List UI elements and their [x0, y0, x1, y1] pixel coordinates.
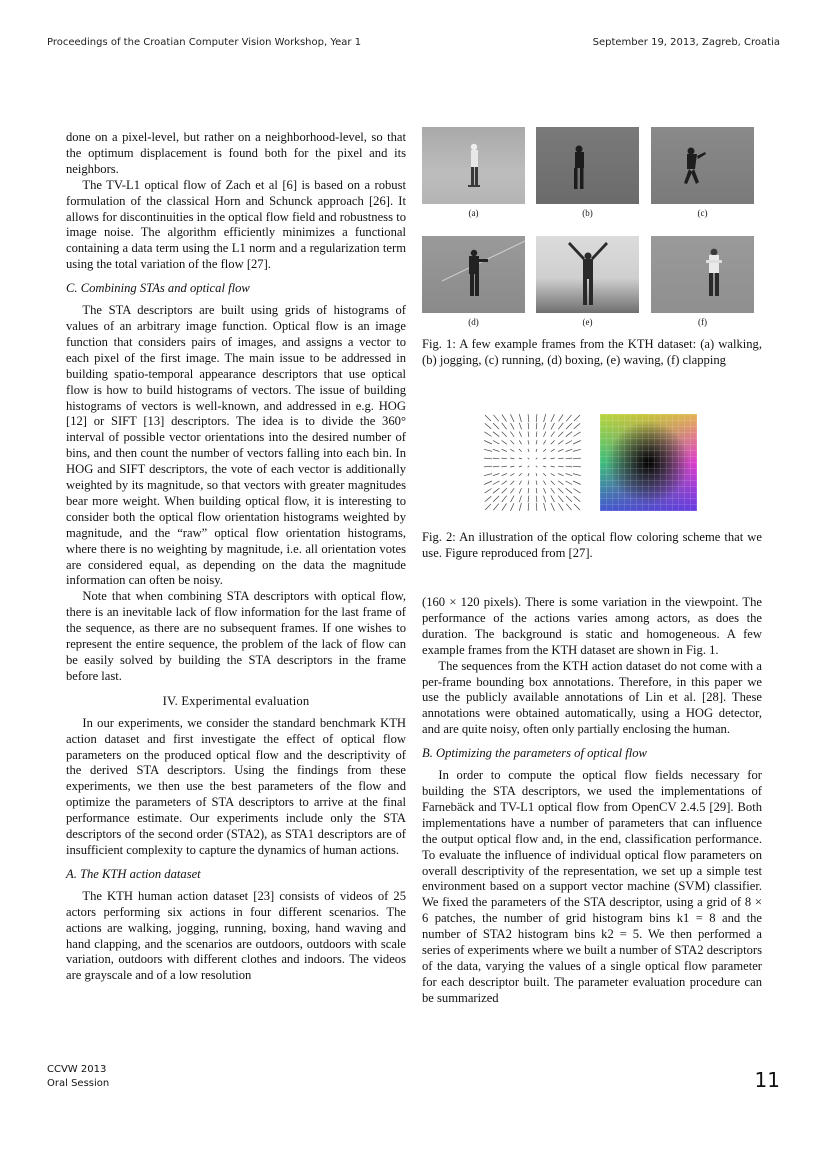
flow-vector	[519, 466, 522, 467]
flow-vector	[543, 458, 546, 459]
flow-vector	[536, 449, 537, 452]
flow-vector	[519, 440, 521, 444]
flow-vector	[573, 441, 581, 445]
flow-vector	[536, 481, 537, 485]
kth-frame-running	[651, 127, 754, 204]
paragraph: done on a pixel-level, but rather on a neighborhood-level, so that the optimum displacement is found both for the pixel and its neighbors.	[66, 130, 406, 176]
flow-vector	[502, 488, 507, 493]
flow-vector	[544, 488, 546, 493]
flow-vector	[528, 414, 529, 422]
flow-vector	[519, 496, 521, 503]
flow-vector	[558, 432, 563, 437]
flow-vector	[574, 423, 581, 428]
flow-vector	[484, 458, 492, 459]
flow-vector	[543, 473, 546, 476]
kth-frame-waving	[536, 236, 639, 313]
flow-vector	[566, 441, 573, 445]
flow-vector	[484, 466, 492, 467]
flow-vector	[558, 423, 563, 429]
flow-vector	[551, 432, 555, 437]
flow-vector	[493, 488, 499, 493]
flow-vector	[566, 481, 573, 485]
subsection-heading: C. Combining STAs and optical flow	[66, 281, 250, 296]
flow-vector	[528, 449, 529, 452]
figure-label: (e)	[582, 317, 593, 327]
flow-vector	[558, 496, 563, 502]
flow-vector	[484, 441, 492, 445]
flow-vector	[502, 423, 507, 429]
section-heading: IV. Experimental evaluation	[162, 693, 310, 708]
flow-vector	[536, 488, 537, 493]
flow-vector	[558, 458, 563, 459]
flow-vector	[511, 496, 515, 503]
flow-vector	[519, 423, 521, 430]
flow-vector	[573, 466, 581, 467]
flow-vector	[543, 449, 546, 452]
flow-vector	[502, 415, 507, 422]
figure-2-caption: Fig. 2: An illustration of the optical flow coloring scheme that we use. Figure reproduced from [27].	[422, 530, 762, 560]
figure-label: (c)	[697, 208, 708, 218]
paragraph: Note that when combining STA descriptors with optical flow, there is an inevitable lack of flow information for the last frame of the sequence, as there are no subsequent frames. If one wishes to represent the entire sequence, the problem of the lack of flow can be easily solved by building the STA descriptors in the frame before last.	[66, 589, 406, 683]
flow-vector	[551, 496, 555, 503]
flow-vector	[485, 489, 492, 494]
flow-vector	[510, 488, 514, 493]
paragraph: The TV-L1 optical flow of Zach et al [6] is based on a robust formulation of the classical Horn and Schunck approach [26]. It allows for discontinuities in the optical flow field and robustness to image noise. The algorithm efficiently minimizes a functional containing a data term using the L1 norm and a regularization term using the total variation of the flow [27].	[66, 177, 406, 272]
flow-vector	[485, 504, 491, 510]
flow-vector	[573, 489, 580, 494]
flow-vector	[510, 473, 514, 475]
flow-vector	[502, 449, 507, 451]
flow-vector	[519, 488, 521, 493]
flow-vector	[485, 432, 492, 437]
flow-vector	[493, 474, 500, 476]
flow-color-wheel	[600, 414, 697, 511]
flow-vector	[485, 415, 491, 421]
flow-vector	[543, 466, 546, 467]
flow-vector	[558, 488, 563, 493]
flow-vector	[510, 466, 514, 467]
kth-frame-jogging	[536, 127, 639, 204]
left-column	[66, 130, 406, 984]
flow-vector	[485, 423, 492, 428]
flow-vector	[528, 466, 530, 468]
flow-vector	[511, 414, 515, 422]
flow-vector	[566, 504, 571, 511]
paragraph: (160 × 120 pixels). There is some variation in the viewpoint. The performance of the actions varies among actors, as does the duration. The background is static and homogeneous. A few example frames from the KTH dataset are shown in Fig. 1.	[422, 595, 762, 657]
paragraph: In our experiments, we consider the standard benchmark KTH action dataset and first investigate the effect of optical flow parameters on the produced optical flow and the descriptivity of the derived STA descriptors. Using the findings from these experiments, we then use the best parameters of the flow and optimize the parameters of STA descriptors to arrive at the final performance estimate. Our experiments include only the STA descriptors of the second order (STA2), as STA1 descriptors are of insufficient complexity to capture the dynamics of human actions.	[66, 715, 406, 857]
flow-vector	[510, 449, 514, 451]
flow-vector	[493, 415, 498, 422]
flow-vector	[544, 414, 546, 422]
flow-vector	[544, 503, 546, 511]
flow-vector	[502, 496, 507, 502]
flow-vector	[502, 503, 507, 510]
flow-vector	[566, 474, 573, 476]
flow-vector	[493, 423, 499, 429]
flow-vector	[493, 504, 498, 511]
flow-vector	[528, 432, 529, 437]
flow-vector	[566, 458, 573, 459]
flow-vector	[573, 449, 581, 451]
flow-vector	[573, 432, 580, 437]
right-column	[422, 595, 762, 1007]
flow-vector	[493, 496, 499, 502]
page-number: 11	[754, 1068, 780, 1092]
flow-vector	[551, 481, 555, 485]
flow-vector	[485, 496, 492, 501]
flow-vector	[559, 503, 564, 510]
flow-vector	[536, 414, 537, 422]
flow-vector	[536, 473, 537, 476]
flow-vector	[510, 458, 514, 459]
flow-vector	[502, 481, 507, 485]
paragraph: The sequences from the KTH action dataset do not come with a per-frame bounding box annotations. Therefore, in this paper we use the publicly available annotations of Lin et al. [28]. These annotations were obtained automatically, using a HOG detector, and are quite noisy, often only partially enclosing the human.	[422, 658, 762, 737]
flow-vector	[551, 458, 555, 459]
flow-vector	[519, 458, 522, 459]
flow-vector	[519, 432, 521, 437]
flow-vector	[566, 496, 572, 502]
footer-session: Oral Session	[47, 1078, 110, 1089]
flow-vector	[528, 473, 529, 476]
running-header-left: Proceedings of the Croatian Computer Vision Workshop, Year 1	[47, 37, 362, 48]
flow-vector	[528, 440, 529, 444]
flow-vector	[493, 481, 500, 485]
flow-vector	[574, 504, 580, 510]
flow-vector	[551, 414, 555, 422]
flow-vector	[574, 496, 581, 501]
flow-vector	[502, 474, 507, 476]
flow-vector	[510, 432, 514, 437]
flow-vector	[558, 474, 563, 476]
flow-vector	[528, 458, 530, 460]
flow-vector	[566, 423, 572, 429]
flow-vector	[510, 481, 514, 485]
flow-vector	[528, 496, 529, 503]
flow-vector	[528, 488, 529, 493]
flow-vector	[536, 458, 538, 460]
kth-frame-walking	[422, 127, 525, 204]
flow-vector	[559, 415, 564, 422]
flow-vector	[493, 466, 500, 467]
flow-vector	[493, 458, 500, 459]
flow-vector	[551, 488, 555, 493]
flow-vector	[484, 474, 492, 476]
flow-vector	[573, 458, 581, 459]
flow-vector	[502, 432, 507, 437]
flow-vector	[574, 415, 580, 421]
flow-vector	[551, 440, 555, 444]
flow-vector-field	[484, 414, 581, 511]
flow-vector	[511, 423, 515, 430]
flow-vector	[484, 449, 492, 451]
footer-venue: CCVW 2013	[47, 1064, 107, 1075]
flow-vector	[551, 466, 555, 467]
figure-label: (f)	[698, 317, 707, 327]
flow-vector	[528, 481, 529, 485]
flow-vector	[510, 440, 514, 444]
paragraph: In order to compute the optical flow fields necessary for building the STA descriptors, we used the implementations of Farnebäck and TV-L1 optical flow from OpenCV 2.4.5 [29]. Both implementations have a number of parameters that can influence the output optical flow and, in the end, classification performance. To evaluate the influence of individual optical flow parameters on overall descriptivity of the representation, we set up a simple test environment based on a support vector machine (SVM) classifier. We fixed the parameters of the STA descriptor, using a grid of 8 × 6 patches, the number of grid histogram bins k1 = 8 and the number of STA2 histogram bins k2 = 5. We then performed a series of experiments where we built a number of STA2 descriptors of the data, varying the values of a single optical flow parameter for each descriptor built. The parameter evaluation procedure can be summarized	[422, 768, 762, 1005]
flow-vector	[558, 449, 563, 451]
flow-vector	[502, 458, 507, 459]
flow-vector	[558, 481, 563, 485]
flow-vector	[493, 432, 499, 437]
flow-vector	[544, 432, 546, 437]
flow-vector	[519, 414, 521, 422]
flow-vector	[502, 466, 507, 467]
running-header-right: September 19, 2013, Zagreb, Croatia	[592, 37, 780, 48]
flow-vector	[536, 432, 537, 437]
flow-vector	[558, 440, 563, 444]
flow-vector	[566, 466, 573, 467]
flow-vector	[543, 481, 545, 485]
flow-vector	[536, 423, 537, 430]
flow-vector	[573, 481, 581, 485]
subsection-heading: A. The KTH action dataset	[66, 866, 201, 881]
flow-vector	[566, 415, 571, 422]
figure-label: (b)	[582, 208, 593, 218]
figure-label: (d)	[468, 317, 479, 327]
subsection-heading: B. Optimizing the parameters of optical flow	[422, 746, 647, 761]
paragraph: The KTH human action dataset [23] consists of videos of 25 actors performing six actions in four different scenarios. The actions are walking, jogging, running, boxing, hand waving and hand clapping, and the scenarios are outdoors, outdoors with scale variation, outdoors with different clothes and indoors. The videos are grayscale and of a low resolution	[66, 888, 406, 983]
flow-vector	[543, 440, 545, 444]
flow-vector	[544, 496, 546, 503]
figure-1-caption: Fig. 1: A few example frames from the KTH dataset: (a) walking, (b) jogging, (c) running, (d) boxing, (e) waving, (f) clapping	[422, 337, 762, 367]
flow-vector	[536, 496, 537, 503]
flow-vector	[493, 449, 500, 451]
flow-vector	[519, 503, 521, 511]
flow-vector	[511, 503, 515, 511]
flow-vector	[484, 481, 492, 485]
flow-vector	[566, 488, 572, 493]
flow-vector	[536, 503, 537, 511]
flow-vector	[551, 503, 555, 511]
flow-vector	[551, 423, 555, 430]
flow-vector	[566, 449, 573, 451]
flow-vector	[502, 440, 507, 444]
flow-vector	[493, 441, 500, 445]
flow-vector	[519, 481, 521, 485]
flow-vector	[544, 423, 546, 430]
flow-vector	[528, 423, 529, 430]
flow-vector	[519, 449, 522, 452]
flow-vector	[536, 466, 538, 468]
figure-label: (a)	[468, 208, 479, 218]
flow-vector	[558, 466, 563, 467]
flow-vector	[573, 474, 581, 476]
flow-vector	[566, 432, 572, 437]
flow-vector	[551, 449, 555, 451]
flow-vector	[536, 440, 537, 444]
flow-vector	[551, 473, 555, 475]
kth-frame-boxing	[422, 236, 525, 313]
paragraph: The STA descriptors are built using grids of histograms of values of an arbitrary image function. Optical flow is an image function that considers pairs of images, and assigns a vector to each pixel of the first image. The main issue to be addressed in building spatio-temporal appearance descriptors that use optical flow is how to build histograms of vectors. The issue of building histograms of vectors is well-known, and addressed in e.g. HOG [12] or SIFT [13] descriptors. The idea is to divide the 360° interval of possible vector orientations into the desired number of bins, and then count the number of vectors falling into each bin. In HOG and SIFT descriptors, the vote of each vector is additionally weighted by its magnitude, so that vectors with greater magnitudes bear more weight. When building optical flow, it is interesting to consider both the optical flow orientation histograms weighted by magnitude, and the “raw” optical flow orientation histograms, where there is no weighting by magnitude, i.e. all orientation votes are considered equal, as depending on the data the magnitude information can often be noisy.	[66, 303, 406, 588]
flow-vector	[519, 473, 522, 476]
kth-frame-clapping	[651, 236, 754, 313]
flow-vector	[528, 503, 529, 511]
